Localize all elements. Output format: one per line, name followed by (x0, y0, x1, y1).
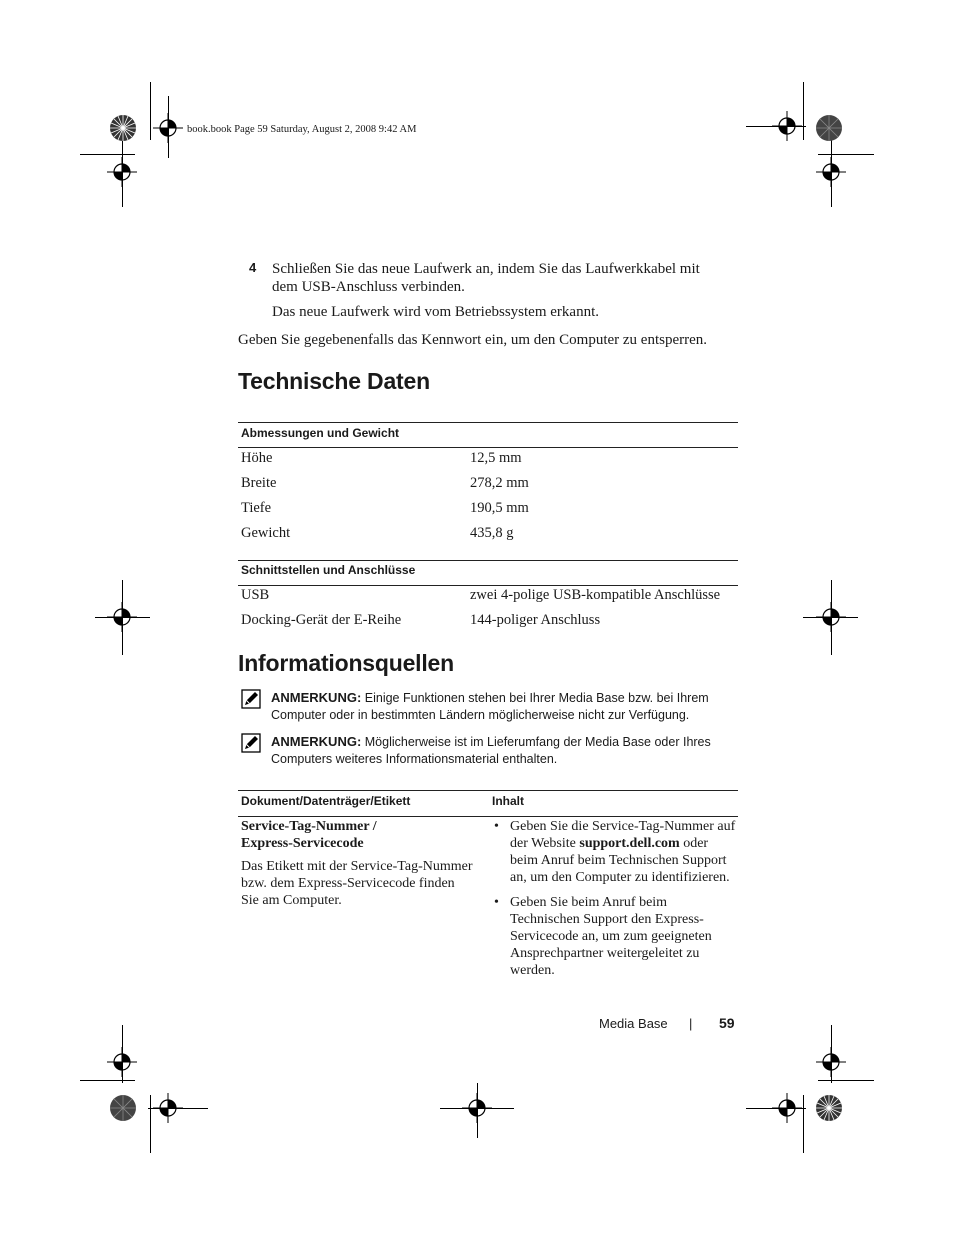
bullet-line: an, um den Computer zu identifizieren. (510, 870, 730, 885)
registration-target-icon (107, 1047, 137, 1077)
bullet-line: werden. (510, 963, 555, 978)
registration-sunburst-icon (108, 1093, 138, 1123)
registration-target-icon (153, 113, 183, 143)
step-result: Das neue Laufwerk wird vom Betriebssystem erkannt. (272, 304, 599, 320)
table-group-title: Abmessungen und Gewicht (241, 426, 400, 440)
spec-value: zwei 4-polige USB-kompatible Anschlüsse (470, 587, 721, 603)
bullet-line: Servicecode an, um zum geeigneten (510, 929, 712, 944)
bullet-line: beim Anruf beim Technischen Support (510, 853, 727, 868)
registration-sunburst-icon (814, 113, 844, 143)
table-rule (238, 585, 738, 586)
spec-value: 435,8 g (470, 525, 514, 541)
bullet-text: der Website (510, 836, 580, 851)
spec-label: Höhe (241, 450, 273, 466)
spec-label: Docking-Gerät der E-Reihe (241, 612, 402, 628)
registration-target-icon (816, 157, 846, 187)
list-item (494, 894, 744, 979)
column-header-content: Inhalt (492, 794, 524, 808)
bullet-line: Ansprechpartner weitergeleitet zu (510, 946, 700, 961)
registration-sunburst-icon (108, 113, 138, 143)
registration-target-icon (816, 1047, 846, 1077)
step-text (272, 260, 742, 296)
bullet-line: • Geben Sie die Service-Tag-Nummer auf (510, 819, 736, 834)
list-item (494, 818, 744, 886)
registration-target-icon (153, 1093, 183, 1123)
registration-target-icon (816, 602, 846, 632)
table-row-col2 (494, 818, 744, 987)
note-block (271, 733, 741, 768)
note-line (271, 689, 741, 707)
crop-mark (80, 1080, 135, 1081)
note-line: Computers weiteres Informationsmaterial enthalten. (271, 752, 558, 766)
note-label: ANMERKUNG: (271, 734, 362, 749)
column-header-document: Dokument/Datenträger/Etikett (241, 794, 411, 808)
note-block (271, 689, 741, 724)
table-rule (238, 422, 738, 423)
password-paragraph: Geben Sie gegebenenfalls das Kennwort ein, um den Computer zu entsperren. (238, 332, 708, 348)
crop-mark (803, 82, 804, 140)
print-file-info: book.book Page 59 Saturday, August 2, 2008 9:42 AM (187, 124, 417, 135)
crop-mark (818, 1080, 874, 1081)
note-pencil-icon (241, 689, 261, 709)
row-title-line: Express-Servicecode (241, 836, 364, 851)
table-rule (238, 447, 738, 448)
table-row-col1 (241, 818, 486, 909)
note-text: Möglicherweise ist im Lieferumfang der Media Base oder Ihres (364, 735, 711, 749)
spec-label: USB (241, 587, 270, 603)
spec-value: 12,5 mm (470, 450, 522, 466)
spec-label: Breite (241, 475, 277, 491)
footer-separator: | (689, 1016, 693, 1031)
crop-mark (150, 82, 151, 140)
bullet-text: oder (679, 836, 709, 851)
registration-target-icon (462, 1093, 492, 1123)
note-pencil-icon (241, 733, 261, 753)
table-rule (238, 816, 738, 817)
page-number: 59 (719, 1015, 735, 1031)
spec-value: 144-poliger Anschluss (470, 612, 601, 628)
row-title-line: Service-Tag-Nummer / (241, 819, 377, 834)
note-line: Computer oder in bestimmten Ländern möglicherweise nicht zur Verfügung. (271, 708, 690, 722)
crop-mark (150, 1095, 151, 1153)
bullet-line: • Geben Sie beim Anruf beim (510, 895, 668, 910)
spec-value: 278,2 mm (470, 475, 529, 491)
row-desc-line: Sie am Computer. (241, 893, 342, 908)
crop-mark (818, 154, 874, 155)
spec-label: Tiefe (241, 500, 272, 516)
footer-title: Media Base (599, 1016, 668, 1031)
note-label: ANMERKUNG: (271, 690, 362, 705)
table-rule (238, 560, 738, 561)
row-desc-line: bzw. dem Express-Servicecode finden (241, 876, 455, 891)
registration-target-icon (107, 157, 137, 187)
table-rule (238, 790, 738, 791)
support-website-link[interactable]: support.dell.com (579, 836, 680, 851)
note-text: Einige Funktionen stehen bei Ihrer Media Base bzw. bei Ihrem (364, 691, 709, 705)
table-group-title: Schnittstellen und Anschlüsse (241, 563, 416, 577)
crop-mark (80, 154, 135, 155)
step-line: Schließen Sie das neue Laufwerk an, indem Sie das Laufwerkkabel mit (272, 261, 700, 277)
bullet-line: Technischen Support den Express- (510, 912, 704, 927)
step-number: 4 (249, 260, 257, 275)
registration-target-icon (772, 111, 802, 141)
registration-target-icon (772, 1093, 802, 1123)
spec-value: 190,5 mm (470, 500, 529, 516)
registration-target-icon (107, 602, 137, 632)
spec-label: Gewicht (241, 525, 291, 541)
note-line (271, 733, 741, 751)
step-line: dem USB-Anschluss verbinden. (272, 279, 465, 295)
registration-sunburst-icon (814, 1093, 844, 1123)
section-heading-info-sources: Informationsquellen (238, 650, 454, 676)
bullet-line (510, 835, 744, 852)
row-desc-line: Das Etikett mit der Service-Tag-Nummer (241, 859, 473, 874)
section-heading-tech-data: Technische Daten (238, 368, 430, 394)
crop-mark (803, 1095, 804, 1153)
